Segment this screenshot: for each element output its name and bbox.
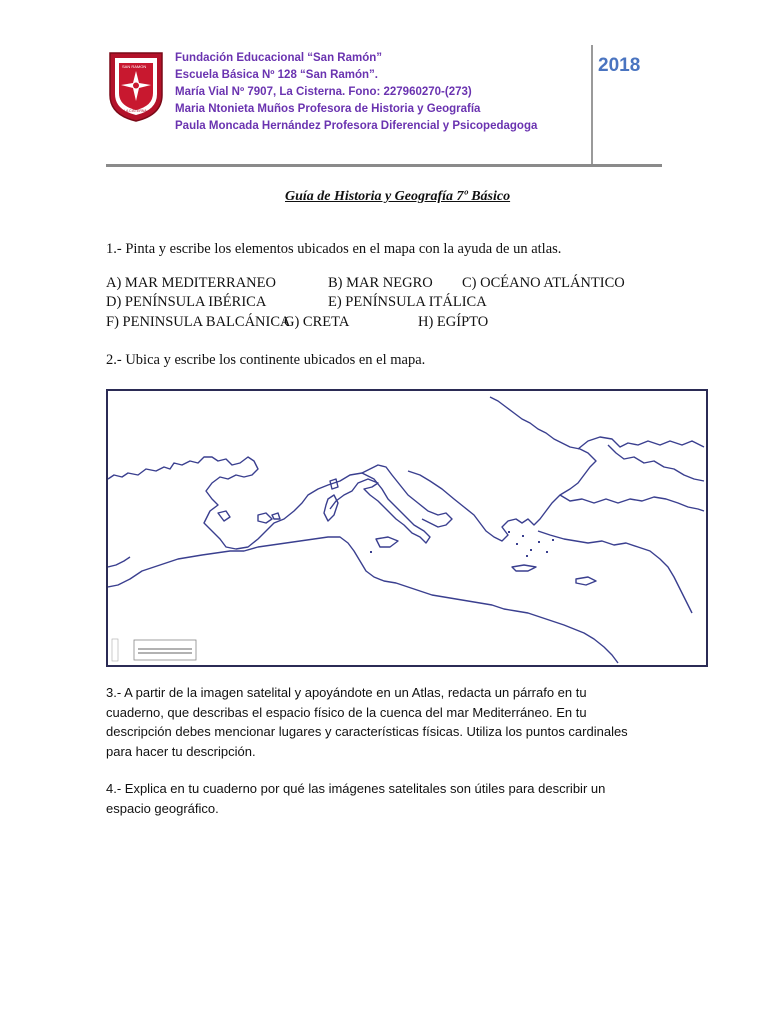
header-line-teacher-2: Paula Moncada Hernández Profesora Diferencial y Psicopedagoga <box>175 120 538 132</box>
question-4-line-1: 4.- Explica en tu cuaderno por qué las imágenes satelitales son útiles para describir un <box>106 781 606 796</box>
option-g: G) CRETA <box>284 314 350 330</box>
question-4-line-2: espacio geográfico. <box>106 800 219 816</box>
logo-text-top: Escuela Básica Nº 128 <box>118 48 149 52</box>
header-line-address: María Vial Nº 7907, La Cisterna. Fono: 227960270-(273) <box>175 86 472 98</box>
header-line-foundation: Fundación Educacional “San Ramón” <box>175 52 383 64</box>
question-3-line-2: cuaderno, que describas el espacio físico de la cuenca del mar Mediterráneo. En tu <box>106 704 587 720</box>
header-line-teacher-1: Maria Ntonieta Muños Profesora de Historia y Geografía <box>175 103 481 115</box>
mediterranean-blank-map <box>106 389 708 667</box>
header-divider-vertical <box>591 45 593 166</box>
header-line-school: Escuela Básica Nº 128 “San Ramón”. <box>175 69 378 81</box>
option-h: H) EGÍPTO <box>418 314 489 330</box>
option-e: E) PENÍNSULA ITÁLICA <box>328 294 487 310</box>
logo-text-bottom: LA CISTERNA <box>124 109 147 113</box>
school-logo <box>106 47 166 123</box>
header-info <box>175 50 537 135</box>
question-3 <box>106 683 628 761</box>
option-b: B) MAR NEGRO <box>328 275 433 291</box>
option-a: A) MAR MEDITERRANEO <box>106 275 276 291</box>
question-3-line-3: descripción debes mencionar lugares y características físicas. Utiliza los puntos cardinales <box>106 724 628 739</box>
question-4 <box>106 779 605 818</box>
question-2: 2.- Ubica y escribe los continente ubicados en el mapa. <box>106 352 426 368</box>
option-f: F) PENINSULA BALCÁNICA <box>106 314 291 330</box>
header-year: 2018 <box>598 55 641 76</box>
question-3-line-4: para hacer tu descripción. <box>106 743 256 759</box>
map-scale-bar <box>112 639 196 661</box>
option-c: C) OCÉANO ATLÁNTICO <box>462 275 625 291</box>
logo-text-center: SAN RAMON <box>122 64 147 69</box>
map-outline <box>108 391 706 665</box>
question-3-line-1: 3.- A partir de la imagen satelital y apoyándote en un Atlas, redacta un párrafo en tu <box>106 685 587 700</box>
page-title: Guía de Historia y Geografía 7º Básico <box>285 189 511 204</box>
header-divider-horizontal <box>106 164 662 167</box>
option-d: D) PENÍNSULA IBÉRICA <box>106 294 267 310</box>
question-1: 1.- Pinta y escribe los elementos ubicados en el mapa con la ayuda de un atlas. <box>106 241 562 257</box>
